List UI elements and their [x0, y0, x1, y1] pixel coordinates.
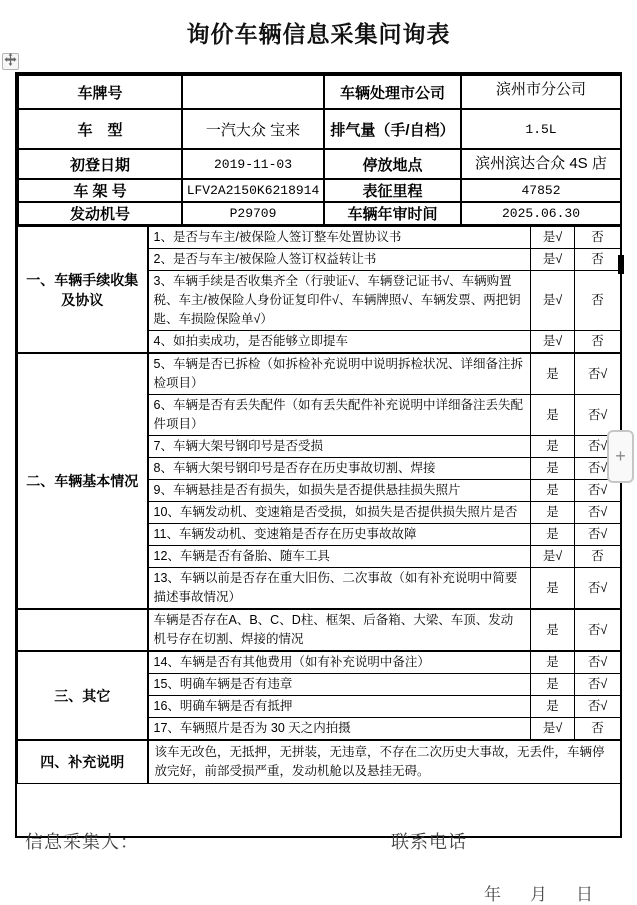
yes-cell: 是 — [531, 524, 575, 546]
yes-cell: 是 — [531, 353, 575, 395]
yes-cell: 是 — [531, 696, 575, 718]
field-label: 车 架 号 — [18, 179, 182, 202]
question-text: 16、明确车辆是否有抵押 — [148, 696, 531, 718]
no-cell: 否√ — [575, 502, 621, 524]
question-text: 8、车辆大架号钢印号是否存在历史事故切割、焊接 — [148, 458, 531, 480]
field-label: 排气量（手/自档） — [324, 109, 461, 149]
field-value: 滨州市分公司 — [461, 75, 621, 109]
field-value: 47852 — [461, 179, 621, 202]
info-row — [18, 109, 621, 149]
field-value: 一汽大众 宝来 — [182, 109, 324, 149]
no-cell: 否√ — [575, 458, 621, 480]
no-cell: 否√ — [575, 674, 621, 696]
field-value: P29709 — [182, 202, 324, 225]
yes-cell: 是 — [531, 568, 575, 610]
question-text: 11、车辆发动机、变速箱是否存在历史事故故障 — [148, 524, 531, 546]
signature-area — [17, 784, 620, 904]
info-row — [18, 179, 621, 202]
field-value: 滨州滨达合众 4S 店 — [461, 149, 621, 179]
question-text: 3、车辆手续是否收集齐全（行驶证√、车辆登记证书√、车辆购置税、车主/被保险人身份证复印件√、车辆牌照√、车辆发票、两把钥匙、车损险保险单√） — [148, 271, 531, 331]
question-row — [18, 353, 621, 395]
no-cell: 否√ — [575, 436, 621, 458]
yes-cell: 是√ — [531, 227, 575, 249]
remark-text: 该车无改色，无抵押，无拼装，无违章，不存在二次历史大事故，无丢件，车辆停放完好，前部受损严重，发动机舱以及悬挂无碍。 — [148, 740, 621, 784]
edge-marker — [618, 255, 624, 274]
yes-cell: 是 — [531, 502, 575, 524]
field-label: 发动机号 — [18, 202, 182, 225]
no-cell: 否 — [575, 331, 621, 354]
no-cell: 否√ — [575, 353, 621, 395]
question-text: 1、是否与车主/被保险人签订整车处置协议书 — [148, 227, 531, 249]
no-cell: 否√ — [575, 651, 621, 674]
question-row — [18, 609, 621, 651]
insert-row-plus-button[interactable]: + — [607, 430, 634, 483]
no-cell: 否√ — [575, 524, 621, 546]
no-cell: 否 — [575, 249, 621, 271]
field-value: LFV2A2150K6218914 — [182, 179, 324, 202]
section-label: 四、补充说明 — [18, 740, 148, 784]
remark-row — [18, 740, 621, 784]
questions-table — [17, 226, 621, 784]
field-label: 初登日期 — [18, 149, 182, 179]
no-cell: 否√ — [575, 480, 621, 502]
collector-label: 信息采集人： — [25, 832, 139, 852]
move-arrows-icon — [4, 53, 17, 71]
field-value: 1.5L — [461, 109, 621, 149]
yes-cell: 是 — [531, 480, 575, 502]
yes-cell: 是 — [531, 458, 575, 480]
question-text: 10、车辆发动机、变速箱是否受损，如损失是否提供损失照片是否 — [148, 502, 531, 524]
question-text: 13、车辆以前是否存在重大旧伤、二次事故（如有补充说明中简要描述事故情况） — [148, 568, 531, 610]
question-text: 14、车辆是否有其他费用（如有补充说明中备注） — [148, 651, 531, 674]
section-label — [18, 609, 148, 651]
yes-cell: 是 — [531, 674, 575, 696]
question-row — [18, 651, 621, 674]
no-cell: 否 — [575, 227, 621, 249]
question-text: 6、车辆是否有丢失配件（如有丢失配件补充说明中详细备注丢失配件项目） — [148, 395, 531, 436]
question-text: 9、车辆悬挂是否有损失，如损失是否提供悬挂损失照片 — [148, 480, 531, 502]
field-label: 车辆处理市公司 — [324, 75, 461, 109]
yes-cell: 是√ — [531, 546, 575, 568]
question-text: 15、明确车辆是否有违章 — [148, 674, 531, 696]
yes-cell: 是√ — [531, 271, 575, 331]
page-title: 询价车辆信息采集问询表 — [186, 21, 451, 47]
no-cell: 否√ — [575, 395, 621, 436]
yes-cell: 是 — [531, 436, 575, 458]
field-value: 2025.06.30 — [461, 202, 621, 225]
yes-cell: 是√ — [531, 249, 575, 271]
vehicle-info-table — [17, 74, 622, 226]
form-table — [15, 72, 622, 904]
table-move-handle-button[interactable] — [2, 53, 19, 70]
no-cell: 否√ — [575, 568, 621, 610]
question-text: 12、车辆是否有备胎、随车工具 — [148, 546, 531, 568]
no-cell: 否 — [575, 718, 621, 741]
question-text: 2、是否与车主/被保险人签订权益转让书 — [148, 249, 531, 271]
section-label: 三、其它 — [18, 651, 148, 740]
field-label: 表征里程 — [324, 179, 461, 202]
no-cell: 否√ — [575, 609, 621, 651]
yes-cell: 是 — [531, 651, 575, 674]
question-row — [18, 227, 621, 249]
date-line: 年月日 — [484, 885, 622, 904]
yes-cell: 是√ — [531, 718, 575, 741]
yes-cell: 是 — [531, 395, 575, 436]
field-label: 车牌号 — [18, 75, 182, 109]
no-cell: 否√ — [575, 696, 621, 718]
no-cell: 否 — [575, 546, 621, 568]
field-label: 车辆年审时间 — [324, 202, 461, 225]
field-label: 停放地点 — [324, 149, 461, 179]
section-label: 一、车辆手续收集及协议 — [18, 227, 148, 354]
no-cell: 否 — [575, 271, 621, 331]
info-row — [18, 75, 621, 109]
question-text: 5、车辆是否已拆检（如拆检补充说明中说明拆检状况、详细备注拆检项目） — [148, 353, 531, 395]
field-label: 车 型 — [18, 109, 182, 149]
question-text: 车辆是否存在A、B、C、D柱、框架、后备箱、大梁、车顶、发动机号存在切割、焊接的情况 — [148, 609, 531, 651]
question-text: 4、如拍卖成功，是否能够立即提车 — [148, 331, 531, 354]
question-text: 7、车辆大架号钢印号是否受损 — [148, 436, 531, 458]
section-label: 二、车辆基本情况 — [18, 353, 148, 609]
field-value — [182, 75, 324, 109]
question-text: 17、车辆照片是否为 30 天之内拍摄 — [148, 718, 531, 741]
phone-label: 联系电话 — [391, 832, 467, 852]
info-row — [18, 202, 621, 225]
field-value: 2019-11-03 — [182, 149, 324, 179]
yes-cell: 是√ — [531, 331, 575, 354]
info-row — [18, 149, 621, 179]
yes-cell: 是 — [531, 609, 575, 651]
